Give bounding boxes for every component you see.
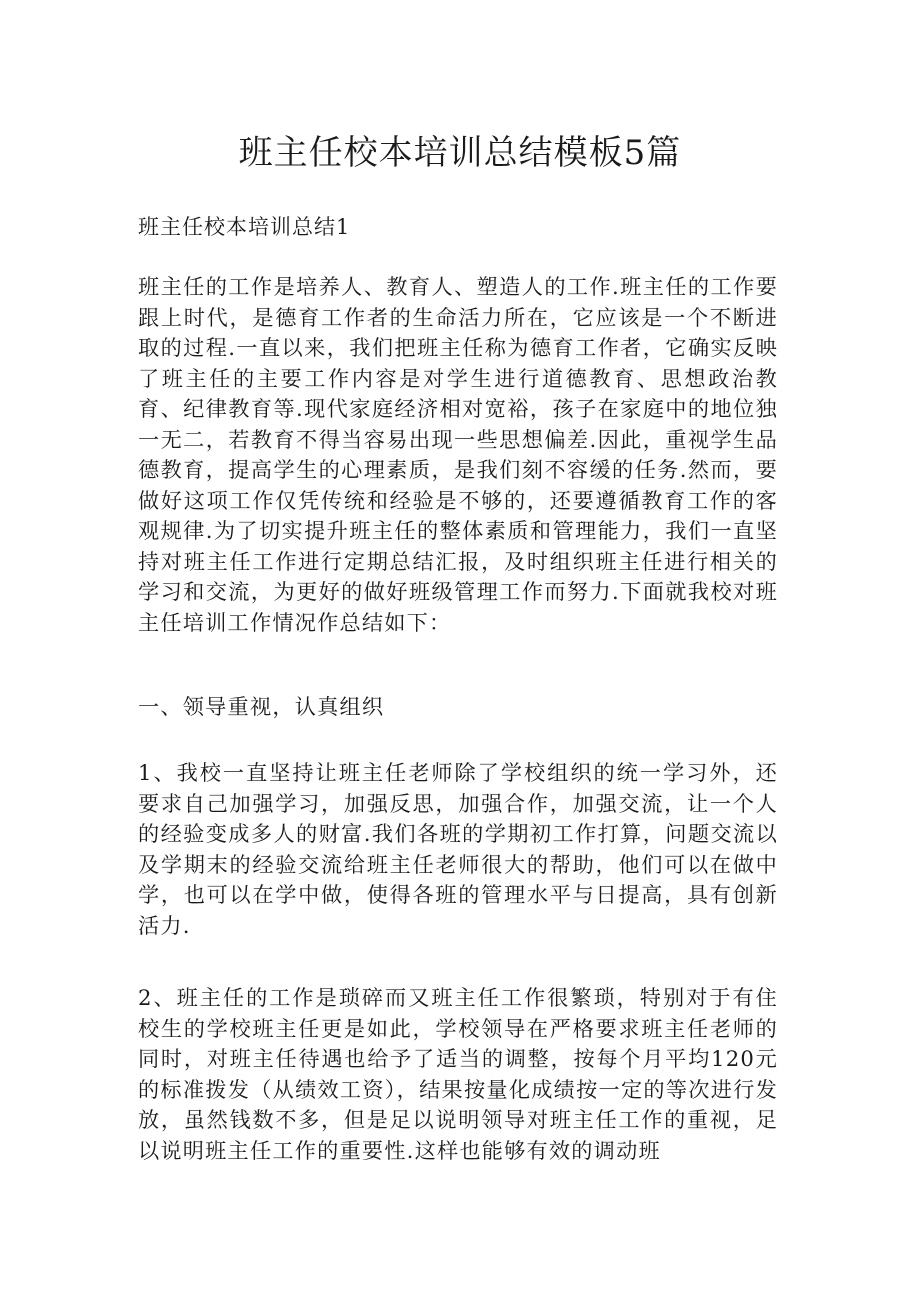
body-paragraph: 2、班主任的工作是琐碎而又班主任工作很繁琐，特别对于有住校生的学校班主任更是如此，学校领导在严格要求班主任老师的同时，对班主任待遇也给予了适当的调整，按每个月平均120元的标准拨发（从绩效工资），结果按量化成绩按一定的等次进行发放，虽然钱数不多，但是足以说明领导对班主任工作的重视，足以说明班主任工作的重要性.这样也能够有效的调动班: [138, 985, 778, 1163]
section-subtitle: 班主任校本培训总结1: [138, 215, 351, 239]
section-heading: 一、领导重视，认真组织: [138, 694, 385, 719]
body-paragraph: 班主任的工作是培养人、教育人、塑造人的工作.班主任的工作要跟上时代，是德育工作者的生命活力所在，它应该是一个不断进取的过程.一直以来，我们把班主任称为德育工作者，它确实反映了班主任的主要工作内容是对学生进行道德教育、思想政治教育、纪律教育等.现代家庭经济相对宽裕，孩子在家庭中的地位独一无二，若教育不得当容易出现一些思想偏差.因此，重视学生品德教育，提高学生的心理素质，是我们刻不容缓的任务.然而，要做好这项工作仅凭传统和经验是不够的，还要遵循教育工作的客观规律.为了切实提升班主任的整体素质和管理能力，我们一直坚持对班主任工作进行定期总结汇报，及时组织班主任进行相关的学习和交流，为更好的做好班级管理工作而努力.下面就我校对班主任培训工作情况作总结如下：: [138, 274, 778, 635]
document-title: 班主任校本培训总结模板5篇: [238, 133, 682, 173]
body-paragraph: 1、我校一直坚持让班主任老师除了学校组织的统一学习外，还要求自己加强学习，加强反思，加强合作，加强交流，让一个人的经验变成多人的财富.我们各班的学期初工作打算，问题交流以及学期末的经验交流给班主任老师很大的帮助，他们可以在做中学，也可以在学中做，使得各班的管理水平与日提高，具有创新活力.: [138, 760, 778, 938]
